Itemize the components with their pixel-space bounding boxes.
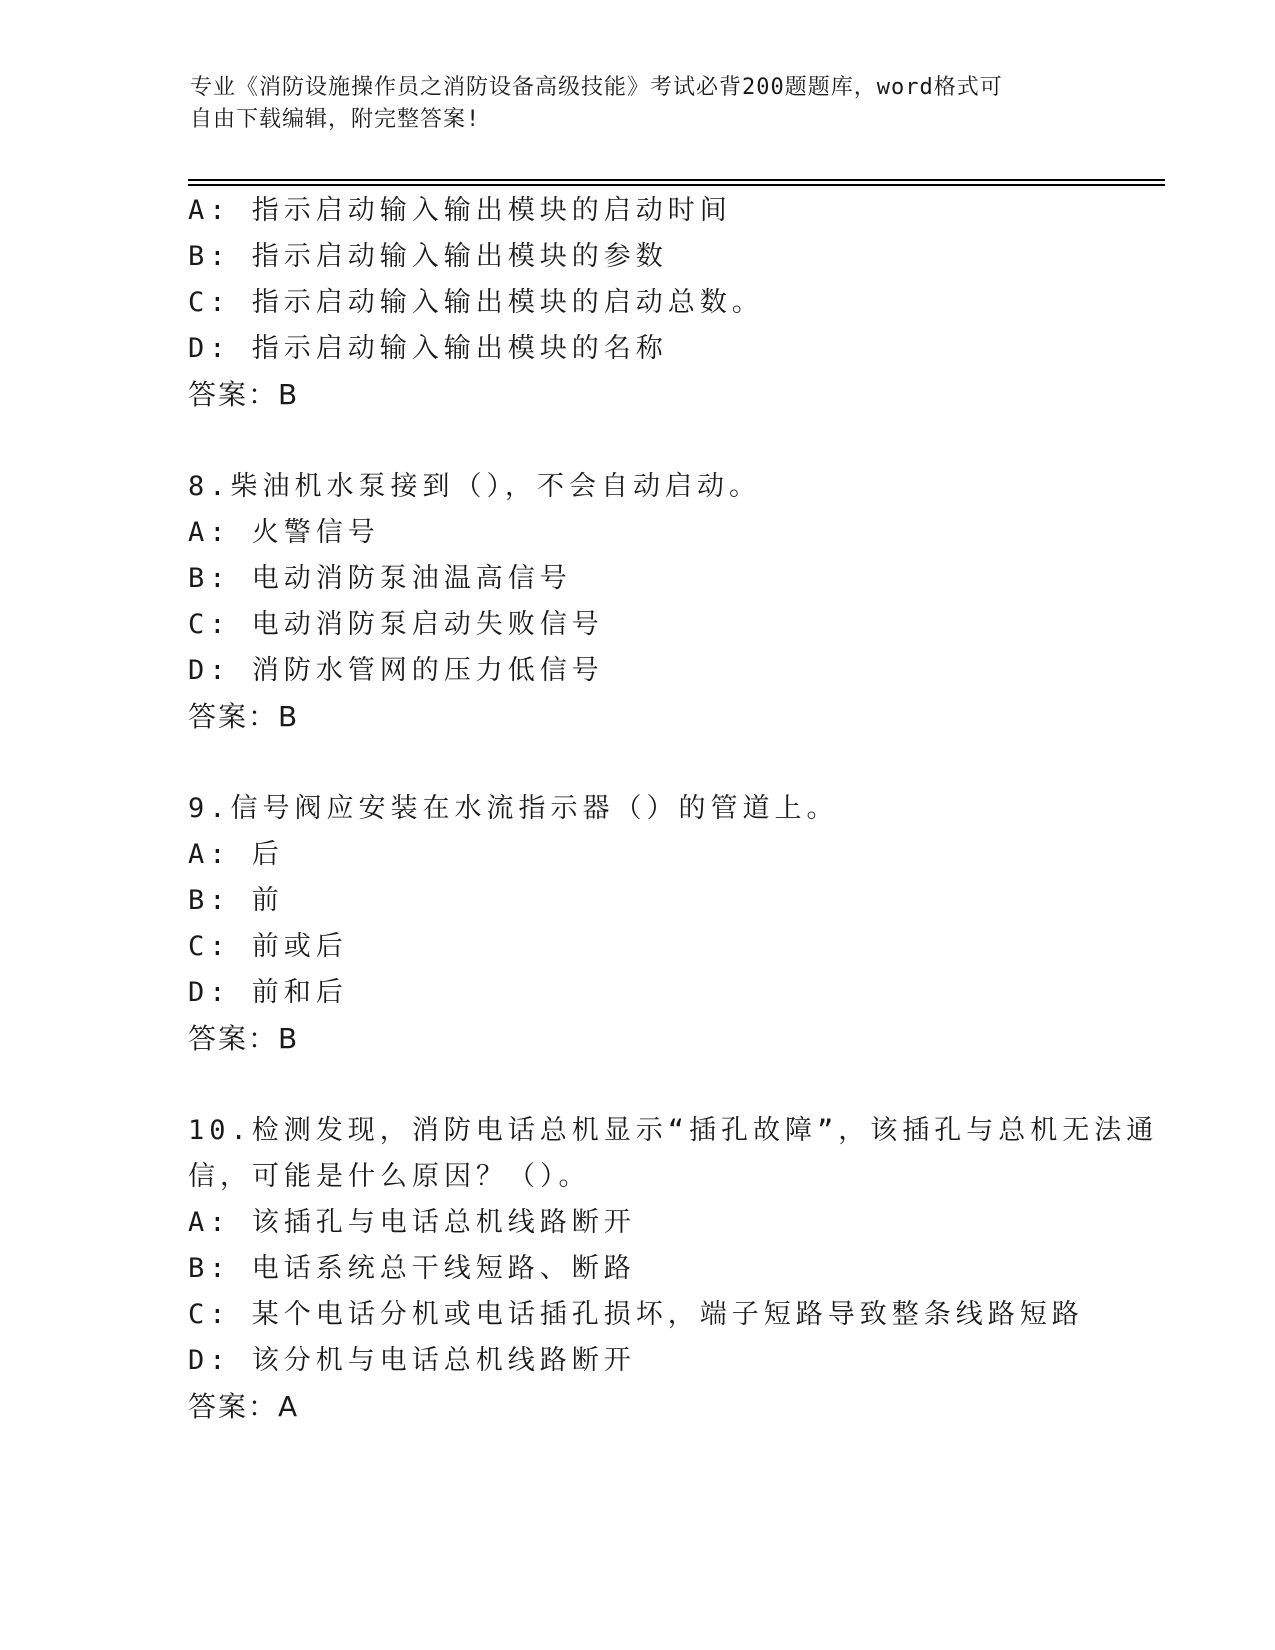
question-text-line-1: 10.检测发现，消防电话总机显示“插孔故障”，该插孔与总机无法通 xyxy=(188,1115,1159,1146)
option-a: A: 指示启动输入输出模块的启动时间 xyxy=(188,195,732,226)
header-divider-bottom xyxy=(188,184,1165,186)
answer: 答案：B xyxy=(188,1022,300,1055)
option-a: A: 该插孔与电话总机线路断开 xyxy=(188,1207,636,1238)
question-10 xyxy=(188,1108,1168,1430)
header-line-1: 专业《消防设施操作员之消防设备高级技能》考试必背200题题库，word格式可 xyxy=(190,75,1003,100)
option-b: B: 前 xyxy=(188,885,284,916)
answer: 答案：A xyxy=(188,1390,300,1423)
option-c: C: 某个电话分机或电话插孔损坏，端子短路导致整条线路短路 xyxy=(188,1299,1084,1330)
question-text: 8.柴油机水泵接到（），不会自动启动。 xyxy=(188,471,762,502)
question-8 xyxy=(188,464,1168,740)
question-list xyxy=(188,188,1168,1430)
option-c: C: 前或后 xyxy=(188,931,348,962)
option-d: D: 该分机与电话总机线路断开 xyxy=(188,1345,636,1376)
option-b: B: 电动消防泵油温高信号 xyxy=(188,563,572,594)
option-d: D: 指示启动输入输出模块的名称 xyxy=(188,333,668,364)
option-b: B: 指示启动输入输出模块的参数 xyxy=(188,241,668,272)
option-c: C: 电动消防泵启动失败信号 xyxy=(188,609,604,640)
header-line-2: 自由下载编辑，附完整答案! xyxy=(190,107,481,132)
spacer xyxy=(188,418,1168,464)
question-7 xyxy=(188,188,1168,418)
answer: 答案：B xyxy=(188,700,300,733)
option-d: D: 消防水管网的压力低信号 xyxy=(188,655,604,686)
option-a: A: 火警信号 xyxy=(188,517,380,548)
question-text: 9.信号阀应安装在水流指示器（）的管道上。 xyxy=(188,793,839,824)
spacer xyxy=(188,1062,1168,1108)
answer: 答案：B xyxy=(188,378,300,411)
option-a: A: 后 xyxy=(188,839,284,870)
option-c: C: 指示启动输入输出模块的启动总数。 xyxy=(188,287,764,318)
option-d: D: 前和后 xyxy=(188,977,348,1008)
spacer xyxy=(188,740,1168,786)
question-text-line-2: 信，可能是什么原因？（）。 xyxy=(188,1161,591,1192)
header-divider-top xyxy=(188,179,1165,181)
option-b: B: 电话系统总干线短路、断路 xyxy=(188,1253,636,1284)
question-9 xyxy=(188,786,1168,1062)
document-header xyxy=(190,72,1090,136)
